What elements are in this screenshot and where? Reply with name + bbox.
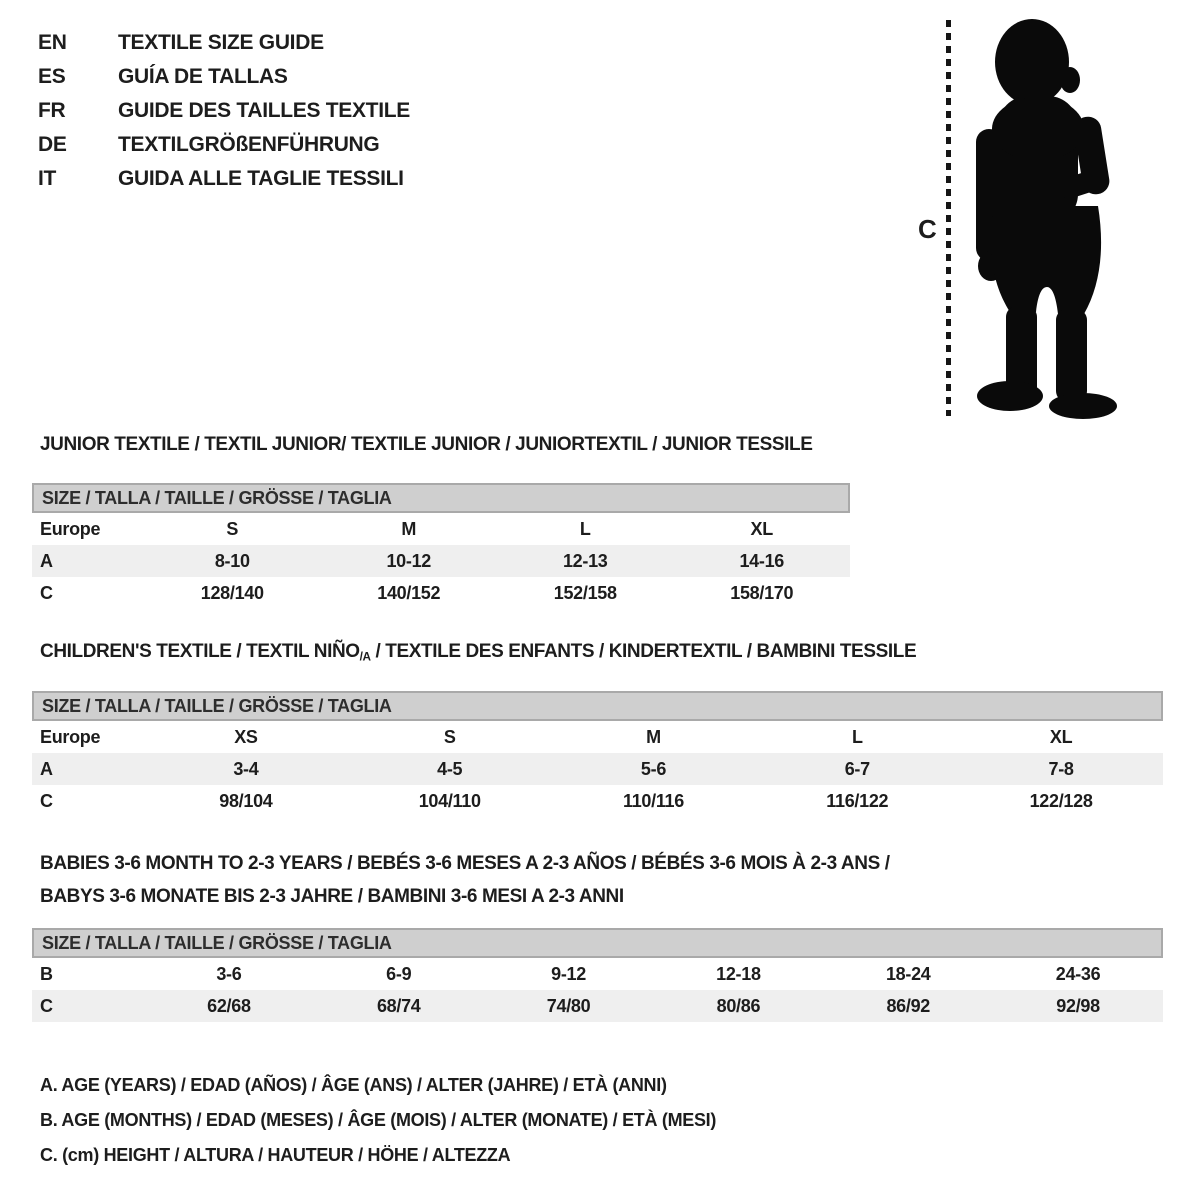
table-row [32, 958, 1163, 990]
table-cell: 74/80 [546, 995, 591, 1016]
table-cell: 80/86 [716, 995, 761, 1016]
language-row [38, 60, 410, 94]
table-cell: L [851, 726, 863, 747]
table-cell: 86/92 [886, 995, 930, 1016]
size-header-bar: SIZE / TALLA / TAILLE / GRÖSSE / TAGLIA [32, 928, 1163, 958]
table-cell: 3-4 [233, 758, 259, 779]
table-row [32, 513, 850, 545]
row-label: A [40, 550, 53, 571]
table-cell: 14-16 [739, 550, 785, 571]
table-cell: L [579, 518, 591, 539]
guide-title: GUIDA ALLE TAGLIE TESSILI [118, 167, 404, 190]
table-cell: 24-36 [1055, 963, 1101, 984]
children-title-subscript: /A [359, 650, 371, 664]
table-row [32, 545, 850, 577]
table-cell: 104/110 [418, 790, 481, 811]
table-cell: 92/98 [1056, 995, 1100, 1016]
table-cell: 6-7 [844, 758, 870, 779]
table-cell: 140/152 [377, 582, 441, 603]
row-label: A [40, 758, 53, 779]
table-row [32, 990, 1163, 1022]
row-label: C [40, 790, 53, 811]
table-cell: XL [750, 518, 773, 539]
language-code: EN [38, 31, 67, 54]
guide-title: GUÍA DE TALLAS [118, 65, 288, 88]
table-cell: 116/122 [826, 790, 889, 811]
table-cell: M [401, 518, 417, 539]
row-label: Europe [40, 726, 101, 747]
babies-title-line1: BABIES 3-6 MONTH TO 2-3 YEARS / BEBÉS 3-6 MESES A 2-3 AÑOS / BÉBÉS 3-6 MOIS À 2-3 ANS / [40, 853, 890, 874]
table-row [32, 753, 1163, 785]
table-cell: 158/170 [730, 582, 794, 603]
language-code: FR [38, 99, 66, 122]
size-header-bar: SIZE / TALLA / TAILLE / GRÖSSE / TAGLIA [32, 691, 1163, 721]
guide-title: GUIDE DES TAILLES TEXTILE [118, 99, 410, 122]
row-label: C [40, 995, 53, 1016]
table-cell: M [646, 726, 661, 747]
table-cell: 110/116 [623, 790, 684, 811]
row-label: B [40, 963, 53, 984]
table-cell: 4-5 [437, 758, 463, 779]
babies-title-line2: BABYS 3-6 MONATE BIS 2-3 JAHRE / BAMBINI 3-6 MESI A 2-3 ANNI [40, 886, 624, 907]
row-label: Europe [40, 518, 101, 539]
guide-title: TEXTILE SIZE GUIDE [118, 31, 324, 54]
children-size-table [32, 691, 1163, 817]
children-title-text: CHILDREN'S TEXTILE / TEXTIL NIÑO [40, 641, 360, 662]
language-code: ES [38, 65, 66, 88]
babies-size-table [32, 928, 1163, 1022]
table-cell: 98/104 [219, 790, 273, 811]
table-cell: S [443, 726, 456, 747]
children-section-title [40, 641, 916, 663]
babies-section-title [40, 847, 890, 913]
language-row [38, 128, 410, 162]
table-cell: 7-8 [1048, 758, 1074, 779]
size-header-bar: SIZE / TALLA / TAILLE / GRÖSSE / TAGLIA [32, 483, 850, 513]
table-row [32, 577, 850, 609]
table-cell: S [226, 518, 239, 539]
height-dashed-line [946, 20, 951, 416]
language-title-list [38, 26, 410, 196]
baby-silhouette-icon [970, 14, 1140, 419]
table-cell: XS [234, 726, 258, 747]
language-code: DE [38, 133, 67, 156]
legend-line-c: C. (cm) HEIGHT / ALTURA / HAUTEUR / HÖHE / ALTEZZA [40, 1145, 511, 1165]
children-title-text: / TEXTILE DES ENFANTS / KINDERTEXTIL / BAMBINI TESSILE [370, 641, 917, 662]
table-cell: 12-18 [716, 963, 761, 984]
language-row [38, 94, 410, 128]
table-cell: 122/128 [1029, 790, 1093, 811]
measurement-legend [40, 1068, 716, 1173]
table-cell: 128/140 [200, 582, 264, 603]
guide-title: TEXTILGRÖßENFÜHRUNG [118, 133, 380, 156]
table-cell: 12-13 [562, 550, 608, 571]
height-measure-figure [900, 0, 1200, 430]
junior-size-table [32, 483, 850, 609]
table-cell: 6-9 [386, 963, 412, 984]
row-label: C [40, 582, 53, 603]
table-cell: XL [1049, 726, 1073, 747]
table-row [32, 785, 1163, 817]
table-cell: 9-12 [551, 963, 586, 984]
table-cell: 62/68 [207, 995, 251, 1016]
language-row [38, 162, 410, 196]
table-cell: 18-24 [885, 963, 931, 984]
junior-section-title: JUNIOR TEXTILE / TEXTIL JUNIOR/ TEXTILE JUNIOR / JUNIORTEXTIL / JUNIOR TESSILE [40, 434, 813, 455]
table-cell: 152/158 [553, 582, 617, 603]
measure-c-label: C [918, 214, 937, 244]
legend-line-a: A. AGE (YEARS) / EDAD (AÑOS) / ÂGE (ANS) / ALTER (JAHRE) / ETÀ (ANNI) [40, 1075, 667, 1095]
table-cell: 3-6 [216, 963, 242, 984]
table-cell: 8-10 [214, 550, 250, 571]
language-row [38, 26, 410, 60]
table-cell: 10-12 [386, 550, 432, 571]
table-cell: 5-6 [640, 758, 667, 779]
table-cell: 68/74 [376, 995, 421, 1016]
table-row [32, 721, 1163, 753]
legend-line-b: B. AGE (MONTHS) / EDAD (MESES) / ÂGE (MOIS) / ALTER (MONATE) / ETÀ (MESI) [40, 1110, 717, 1130]
language-code: IT [38, 167, 57, 190]
